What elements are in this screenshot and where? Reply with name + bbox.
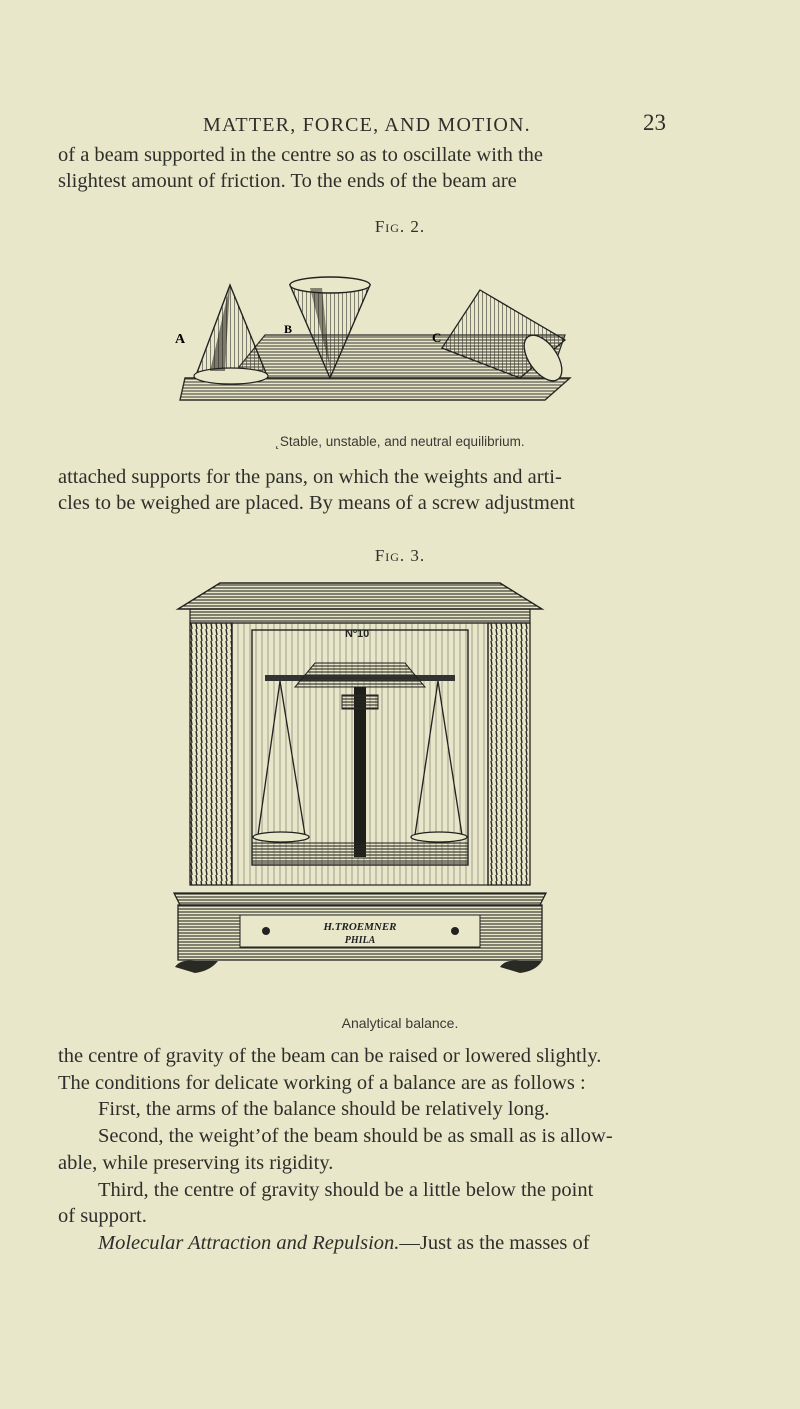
letter-b: B — [284, 322, 293, 336]
paragraph-conditions — [58, 1043, 758, 1257]
knob-left — [262, 927, 270, 935]
case-top-band — [190, 609, 530, 623]
text-line: of support. — [58, 1205, 147, 1228]
running-title: MATTER, FORCE, AND MOTION. — [203, 114, 531, 136]
maker-name: H.TROEMNER — [323, 921, 397, 933]
center-column — [354, 687, 366, 857]
floor-plate — [252, 843, 468, 863]
letter-c: C — [432, 330, 442, 345]
figure-3-caption: Analytical balance. — [341, 1015, 459, 1031]
figure-3-analytical-balance-illustration — [170, 575, 550, 1005]
knob-right — [451, 927, 459, 935]
text-line: cles to be weighed are placed. By means of a screw adjustment — [58, 492, 575, 514]
section-heading: Molecular Attraction and Repulsion. — [98, 1231, 400, 1254]
section-heading-line — [58, 1230, 758, 1257]
case-left-pillar — [190, 623, 232, 885]
text-line: the centre of gravity of the beam can be raised or lowered slightly. — [58, 1045, 602, 1067]
paragraph-intro — [58, 142, 758, 194]
page-number: 23 — [643, 110, 666, 135]
text-line: attached supports for the pans, on which the weights and arti- — [58, 466, 562, 488]
base-top — [174, 893, 546, 905]
case-right-pillar — [488, 623, 530, 885]
figure-2-label: Fig. 2. — [374, 217, 426, 236]
condition-third: Third, the centre of gravity should be a little below the point — [98, 1178, 594, 1201]
case-plate: Nº10 — [345, 628, 370, 640]
figure-2-cones-illustration — [170, 240, 600, 415]
text-line: slightest amount of friction. To the ends of the beam are — [58, 170, 517, 192]
right-pan — [411, 832, 467, 842]
condition-second: Second, the weight’of the beam should be as small as is allow- — [98, 1125, 613, 1148]
foot-left — [175, 961, 218, 973]
text-line: The conditions for delicate working of a balance are as follows : — [58, 1071, 586, 1094]
text-line: able, while preserving its rigidity. — [58, 1151, 334, 1174]
paragraph-supports — [58, 464, 758, 516]
cone-a-stable — [195, 285, 268, 378]
letter-a: A — [175, 332, 186, 347]
text-line: —Just as the masses of — [399, 1231, 590, 1254]
figure-3-label: Fig. 3. — [374, 546, 426, 565]
condition-first: First, the arms of the balance should be relatively long. — [98, 1098, 550, 1121]
left-pan — [253, 832, 309, 842]
foot-right — [500, 961, 542, 973]
figure-2-caption: ˛Stable, unstable, and neutral equilibrium. — [275, 434, 525, 449]
maker-city: PHILA — [344, 935, 376, 946]
text-line: of a beam supported in the centre so as to oscillate with the — [58, 144, 544, 166]
case-cornice — [178, 583, 542, 609]
